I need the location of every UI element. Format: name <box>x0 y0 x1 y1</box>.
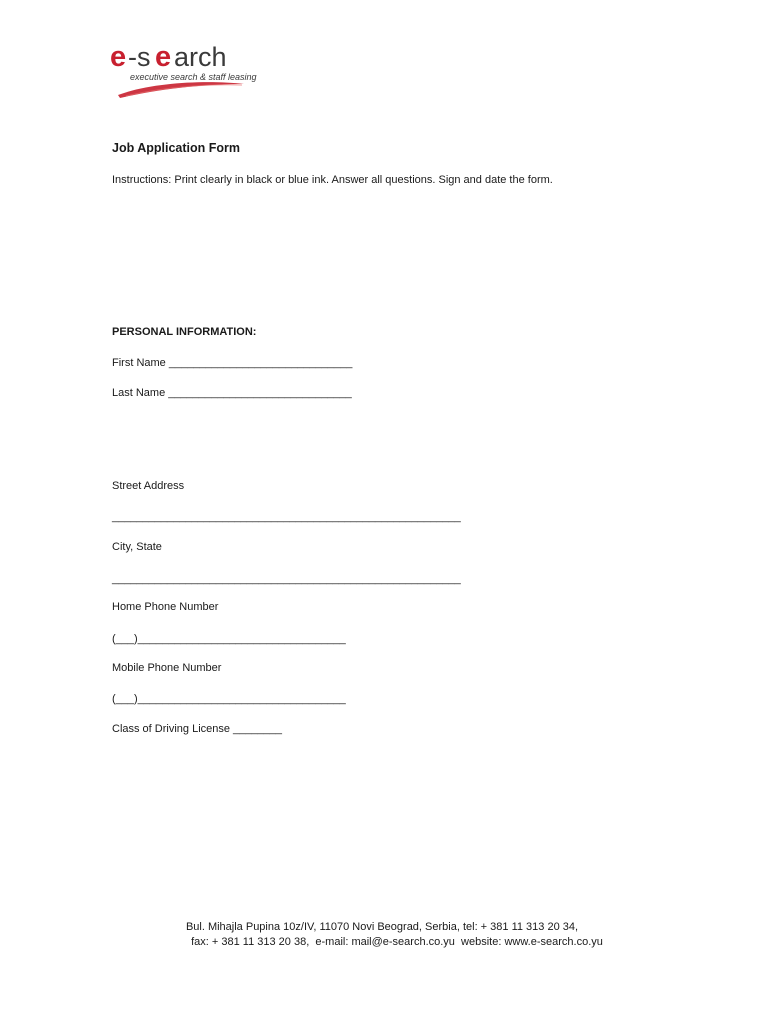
section-heading-personal-information: PERSONAL INFORMATION: <box>112 326 257 338</box>
svg-text:e: e <box>110 41 127 73</box>
last-name-field: Last Name ______________________________ <box>112 387 352 399</box>
footer-contact: fax: + 381 11 313 20 38, e-mail: mail@e-search.co.yu website: www.e-search.co.yu <box>191 936 603 948</box>
svg-text:arch: arch <box>174 42 227 72</box>
form-title: Job Application Form <box>112 141 241 155</box>
mobile-phone-blank: (___)__________________________________ <box>112 693 346 705</box>
footer-address: Bul. Mihajla Pupina 10z/IV, 11070 Novi Beograd, Serbia, tel: + 381 11 313 20 34, <box>185 921 579 933</box>
city-state-label: City, State <box>112 541 162 553</box>
city-state-blank: _________________________________________________________ <box>112 573 461 585</box>
home-phone-blank: (___)__________________________________ <box>112 633 346 645</box>
home-phone-label: Home Phone Number <box>112 601 219 613</box>
driving-license-field: Class of Driving License ________ <box>112 723 282 735</box>
e-search-logo-graphic <box>108 38 268 100</box>
svg-text:executive search & staff leasi: executive search & staff leasing <box>130 72 257 82</box>
svg-text:e: e <box>155 41 172 73</box>
street-address-label: Street Address <box>112 480 185 492</box>
first-name-field: First Name ______________________________ <box>112 357 353 369</box>
e-search-logo <box>108 38 268 100</box>
svg-text:-s: -s <box>128 42 151 72</box>
form-instructions: Instructions: Print clearly in black or blue ink. Answer all questions. Sign and date the form. <box>112 174 553 186</box>
mobile-phone-label: Mobile Phone Number <box>112 662 222 674</box>
street-address-blank: _________________________________________________________ <box>112 511 461 523</box>
